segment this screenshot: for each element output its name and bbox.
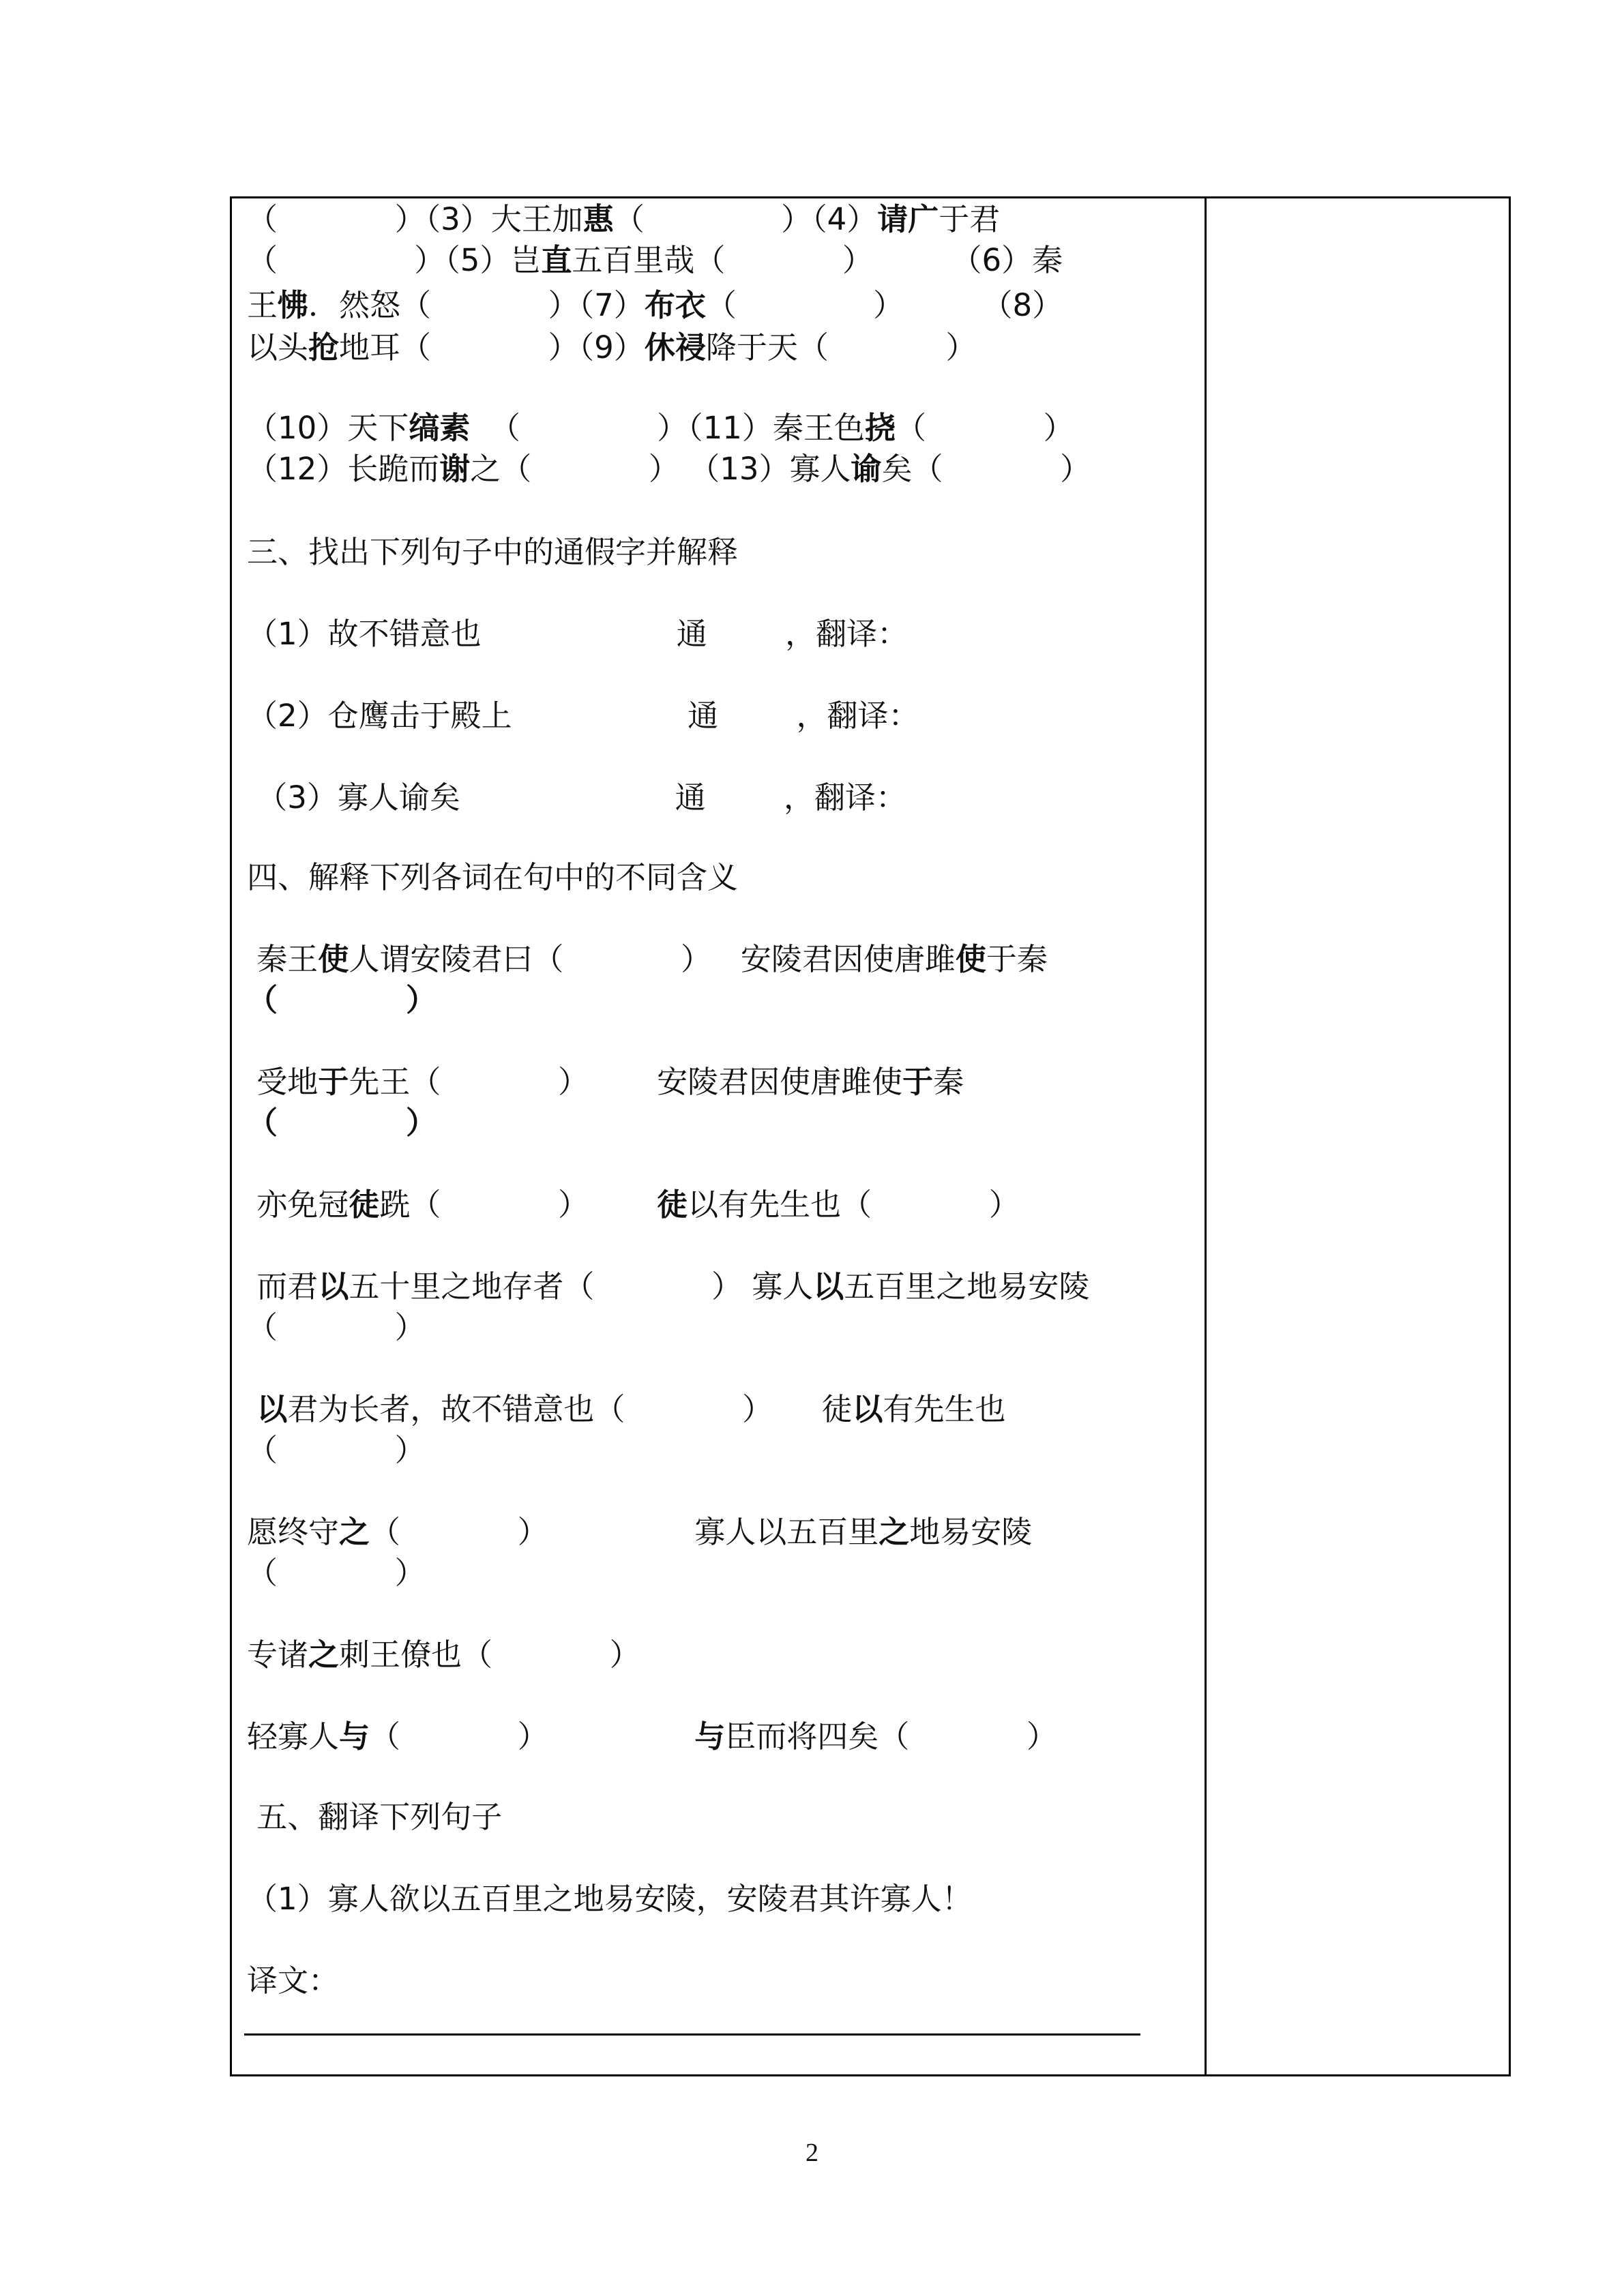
- text-segment: 三、找出下列句子中的通假字并解释: [247, 534, 739, 570]
- bold-keyword: 之: [339, 1514, 370, 1550]
- text-line: [247, 1715, 1057, 1759]
- text-segment: （ ）: [895, 410, 1074, 446]
- text-segment: 秦王: [247, 941, 319, 977]
- text-segment: （ ）: [370, 1718, 695, 1755]
- text-line: [247, 1795, 502, 1839]
- bold-keyword: （ ）: [247, 982, 437, 1018]
- text-line: [247, 531, 738, 574]
- text-segment: 王: [247, 287, 278, 323]
- text-segment: 降于天（ ）: [705, 329, 977, 366]
- bold-keyword: 直: [541, 242, 572, 278]
- bold-keyword: 以: [852, 1391, 883, 1427]
- text-segment: [247, 1391, 256, 1427]
- text-segment: 专诸: [247, 1637, 309, 1673]
- text-segment: 受地: [247, 1064, 319, 1100]
- text-line: [247, 856, 738, 899]
- bold-keyword: 于: [902, 1064, 934, 1100]
- text-segment: 地耳（ ）（9）: [339, 329, 645, 366]
- text-segment: （ ）（11）秦王色: [470, 410, 865, 446]
- bold-keyword: 使: [955, 941, 986, 977]
- text-segment: （ ）: [247, 1432, 426, 1468]
- text-line: [247, 1877, 973, 1921]
- text-segment: （10）天下: [247, 410, 409, 446]
- text-segment: 地易安陵: [909, 1514, 1033, 1550]
- answer-line: [244, 2033, 1140, 2036]
- text-segment: （ ） （8）: [705, 287, 1063, 323]
- text-line: [247, 198, 1000, 241]
- text-segment: 而君: [247, 1268, 319, 1304]
- bold-keyword: 以: [256, 1391, 288, 1427]
- text-line: [247, 1306, 426, 1350]
- text-segment: （ ）（3）大王加: [247, 201, 583, 237]
- text-segment: （2）仓鹰击于殿上 通 ，翻译：: [247, 698, 919, 734]
- text-segment: （ ）（5）岂: [247, 242, 542, 278]
- bold-keyword: 抢: [308, 329, 340, 366]
- bold-keyword: 怫: [278, 287, 309, 323]
- bold-keyword: 以: [813, 1268, 844, 1304]
- text-line: [247, 1551, 426, 1595]
- text-segment: （1）寡人欲以五百里之地易安陵，安陵君其许寡人！: [247, 1881, 973, 1917]
- text-line: [247, 1633, 640, 1677]
- bold-keyword: 与: [339, 1718, 370, 1755]
- bold-keyword: 请广: [877, 201, 939, 237]
- text-segment: 于君: [939, 201, 1001, 237]
- text-segment: 秦: [933, 1064, 964, 1100]
- bold-keyword: 休祲: [644, 329, 706, 366]
- text-line: [247, 239, 1063, 282]
- text-line: [247, 447, 1091, 491]
- bold-keyword: 挠: [864, 410, 896, 446]
- text-line: [247, 284, 1063, 327]
- text-segment: （3）寡人谕矣 通 ，翻译：: [247, 779, 907, 816]
- bold-keyword: （ ）: [247, 1105, 437, 1141]
- text-line: [247, 938, 1048, 981]
- text-line: [247, 326, 976, 370]
- text-segment: 君为长者，故不错意也（ ） 徒: [287, 1391, 853, 1427]
- text-segment: 有先生也: [883, 1391, 1006, 1427]
- text-line: [247, 776, 906, 820]
- text-segment: 以有先生也（ ）: [688, 1187, 1020, 1223]
- bold-keyword: 缟素: [409, 410, 471, 446]
- bold-keyword: 以: [318, 1268, 349, 1304]
- text-line: [247, 1959, 339, 2003]
- text-line: [247, 612, 908, 656]
- text-line: [247, 1510, 1032, 1554]
- text-line: [247, 694, 919, 738]
- text-segment: （ ） 寡人以五百里: [370, 1514, 879, 1550]
- text-segment: 以头: [247, 329, 309, 366]
- text-segment: 臣而将四矣（ ）: [725, 1718, 1057, 1755]
- text-segment: 愿终守: [247, 1514, 340, 1550]
- text-line: [247, 1265, 1089, 1309]
- text-segment: 刺王僚也（ ）: [339, 1637, 640, 1673]
- bold-keyword: 于: [318, 1064, 349, 1100]
- bold-keyword: 布衣: [644, 287, 706, 323]
- text-segment: 于秦: [986, 941, 1048, 977]
- bold-keyword: 使: [318, 941, 349, 977]
- text-line: [247, 1060, 964, 1104]
- text-line: [247, 1183, 1020, 1227]
- text-segment: 五百里哉（ ） （6）秦: [572, 242, 1063, 278]
- text-line: [247, 406, 1074, 450]
- bold-keyword: 谕: [851, 451, 882, 487]
- text-segment: （12）长跪而: [247, 451, 440, 487]
- text-line: [247, 979, 437, 1022]
- text-segment: （ ）: [247, 1555, 426, 1591]
- text-line: [247, 1101, 437, 1145]
- bold-keyword: 徒: [349, 1187, 380, 1223]
- text-segment: 译文：: [247, 1963, 340, 1999]
- text-segment: 人谓安陵君曰（ ） 安陵君因使唐雎: [349, 941, 956, 977]
- text-segment: 四、解释下列各词在句中的不同含义: [247, 859, 739, 895]
- text-segment: 矣（ ）: [881, 451, 1091, 487]
- text-segment: 轻寡人: [247, 1718, 340, 1755]
- text-segment: ．然怒（ ）（7）: [308, 287, 645, 323]
- table-column-divider: [1205, 196, 1207, 2076]
- text-segment: 跣（ ）: [379, 1187, 658, 1223]
- text-segment: 先王（ ） 安陵君因使唐雎使: [349, 1064, 903, 1100]
- text-line: [247, 1388, 1006, 1431]
- text-segment: 五十里之地存者（ ） 寡人: [349, 1268, 814, 1304]
- bold-keyword: 徒: [657, 1187, 688, 1223]
- text-segment: （1）故不错意也 通 ，翻译：: [247, 616, 909, 652]
- text-segment: （ ）（4）: [613, 201, 878, 237]
- page-number: 2: [806, 2138, 818, 2167]
- bold-keyword: 之: [879, 1514, 910, 1550]
- text-segment: 五、翻译下列句子: [247, 1799, 503, 1835]
- bold-keyword: 与: [694, 1718, 726, 1755]
- bold-keyword: 之: [308, 1637, 340, 1673]
- text-segment: （ ）: [247, 1309, 426, 1345]
- bold-keyword: 谢: [439, 451, 471, 487]
- text-segment: 之（ ） （13）寡人: [470, 451, 851, 487]
- text-line: [247, 1429, 426, 1472]
- text-segment: 五百里之地易安陵: [844, 1268, 1090, 1304]
- bold-keyword: 惠: [582, 201, 614, 237]
- text-segment: 亦免冠: [247, 1187, 349, 1223]
